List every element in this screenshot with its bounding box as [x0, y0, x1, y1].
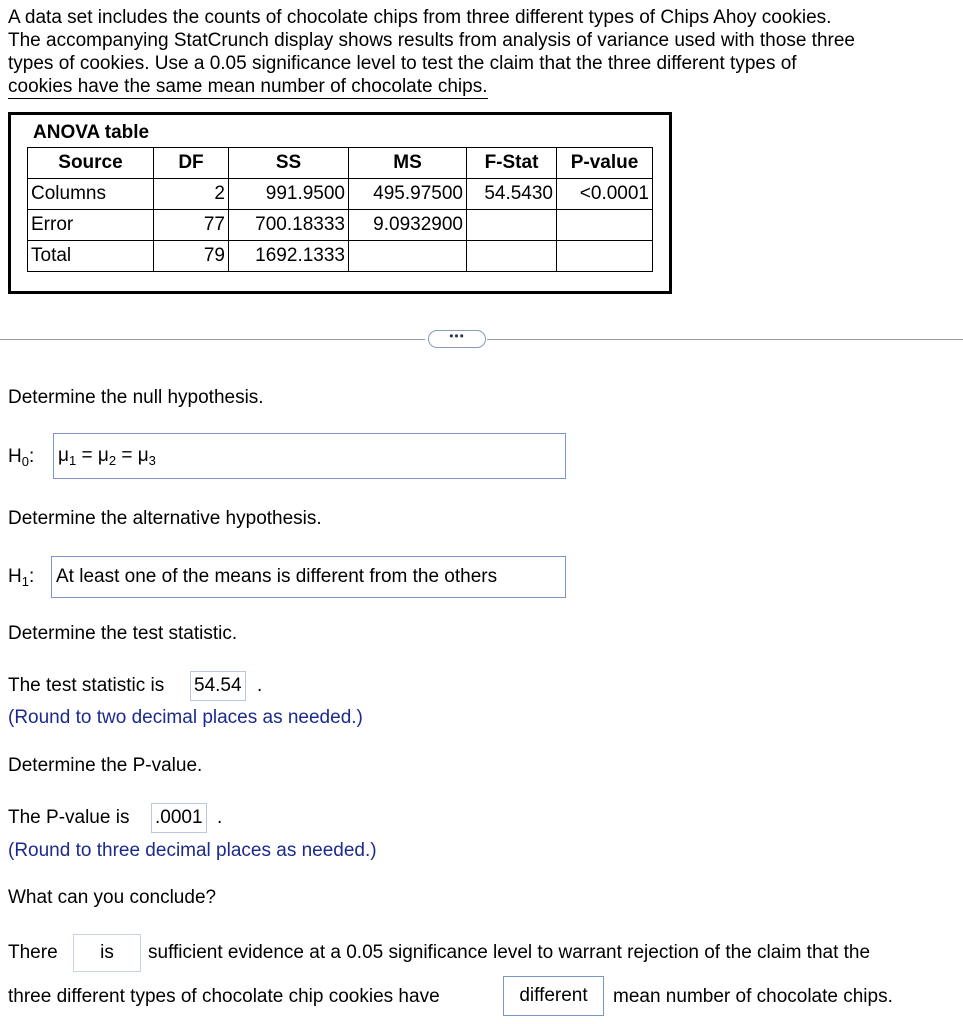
- column-header: P-value: [557, 148, 653, 179]
- table-cell: 77: [154, 210, 229, 241]
- alt-hypothesis-select[interactable]: At least one of the means is different from the others: [51, 556, 566, 598]
- table-cell: [557, 241, 653, 272]
- table-cell: 2: [154, 179, 229, 210]
- anova-table: [27, 147, 653, 272]
- test-statistic-text: The test statistic is: [8, 675, 165, 696]
- table-cell: <0.0001: [557, 179, 653, 210]
- test-statistic-input[interactable]: 54.54: [190, 671, 246, 701]
- test-statistic-prompt: Determine the test statistic.: [8, 623, 238, 644]
- table-cell: 9.0932900: [349, 210, 467, 241]
- intro-line: The accompanying StatCrunch display shows results from analysis of variance used with those three: [8, 30, 855, 51]
- table-cell: [467, 210, 557, 241]
- table-cell: 79: [154, 241, 229, 272]
- anova-panel: [8, 112, 672, 294]
- null-hypothesis-prompt: Determine the null hypothesis.: [8, 387, 264, 408]
- rounding-hint: (Round to two decimal places as needed.): [8, 707, 363, 728]
- period: .: [217, 807, 223, 828]
- conclusion-prompt: What can you conclude?: [8, 887, 217, 908]
- alt-hypothesis-label: $H_1$:: [8, 566, 35, 589]
- table-cell: 991.9500: [229, 179, 349, 210]
- column-header: MS: [349, 148, 467, 179]
- problem-statement: [8, 6, 960, 99]
- intro-line: types of cookies. Use a 0.05 significance level to test the claim that the three different types of: [8, 53, 797, 74]
- table-row: [28, 210, 653, 241]
- table-cell: [467, 241, 557, 272]
- expand-more-button[interactable]: •••: [428, 330, 486, 348]
- table-cell: Error: [28, 210, 154, 241]
- table-header-row: [28, 148, 653, 179]
- mean-comparison-select[interactable]: different: [503, 976, 604, 1016]
- column-header: DF: [154, 148, 229, 179]
- section-divider: [0, 339, 425, 340]
- anova-title: ANOVA table: [33, 122, 150, 143]
- period: .: [257, 675, 263, 696]
- column-header: SS: [229, 148, 349, 179]
- p-value-text: The P-value is: [8, 807, 130, 828]
- conclusion-text: sufficient evidence at a 0.05 significance level to warrant rejection of the claim that the: [148, 942, 871, 963]
- column-header: Source: [28, 148, 154, 179]
- alt-hypothesis-prompt: Determine the alternative hypothesis.: [8, 508, 322, 529]
- intro-line: A data set includes the counts of chocolate chips from three different types of Chips Ahoy cookies.: [8, 7, 832, 28]
- rounding-hint: (Round to three decimal places as needed.): [8, 840, 377, 861]
- section-divider: [487, 339, 963, 340]
- table-cell: [557, 210, 653, 241]
- table-cell: 1692.1333: [229, 241, 349, 272]
- null-hypothesis-input[interactable]: $\mu_1 = \mu_2 = \mu_3$: [53, 433, 566, 479]
- null-hypothesis-label: $H_0$:: [8, 446, 35, 469]
- p-value-input[interactable]: .0001: [151, 803, 207, 833]
- conclusion-text: three different types of chocolate chip cookies have: [8, 986, 440, 1007]
- conclusion-text: mean number of chocolate chips.: [613, 986, 893, 1007]
- table-cell: 54.5430: [467, 179, 557, 210]
- table-cell: Total: [28, 241, 154, 272]
- table-row: [28, 241, 653, 272]
- table-cell: 495.97500: [349, 179, 467, 210]
- table-cell: 700.18333: [229, 210, 349, 241]
- table-cell: Columns: [28, 179, 154, 210]
- table-row: [28, 179, 653, 210]
- column-header: F-Stat: [467, 148, 557, 179]
- table-cell: [349, 241, 467, 272]
- evidence-select[interactable]: is: [73, 934, 141, 972]
- conclusion-text: There: [8, 942, 58, 963]
- p-value-prompt: Determine the P-value.: [8, 755, 203, 776]
- intro-line: cookies have the same mean number of chocolate chips.: [8, 76, 488, 97]
